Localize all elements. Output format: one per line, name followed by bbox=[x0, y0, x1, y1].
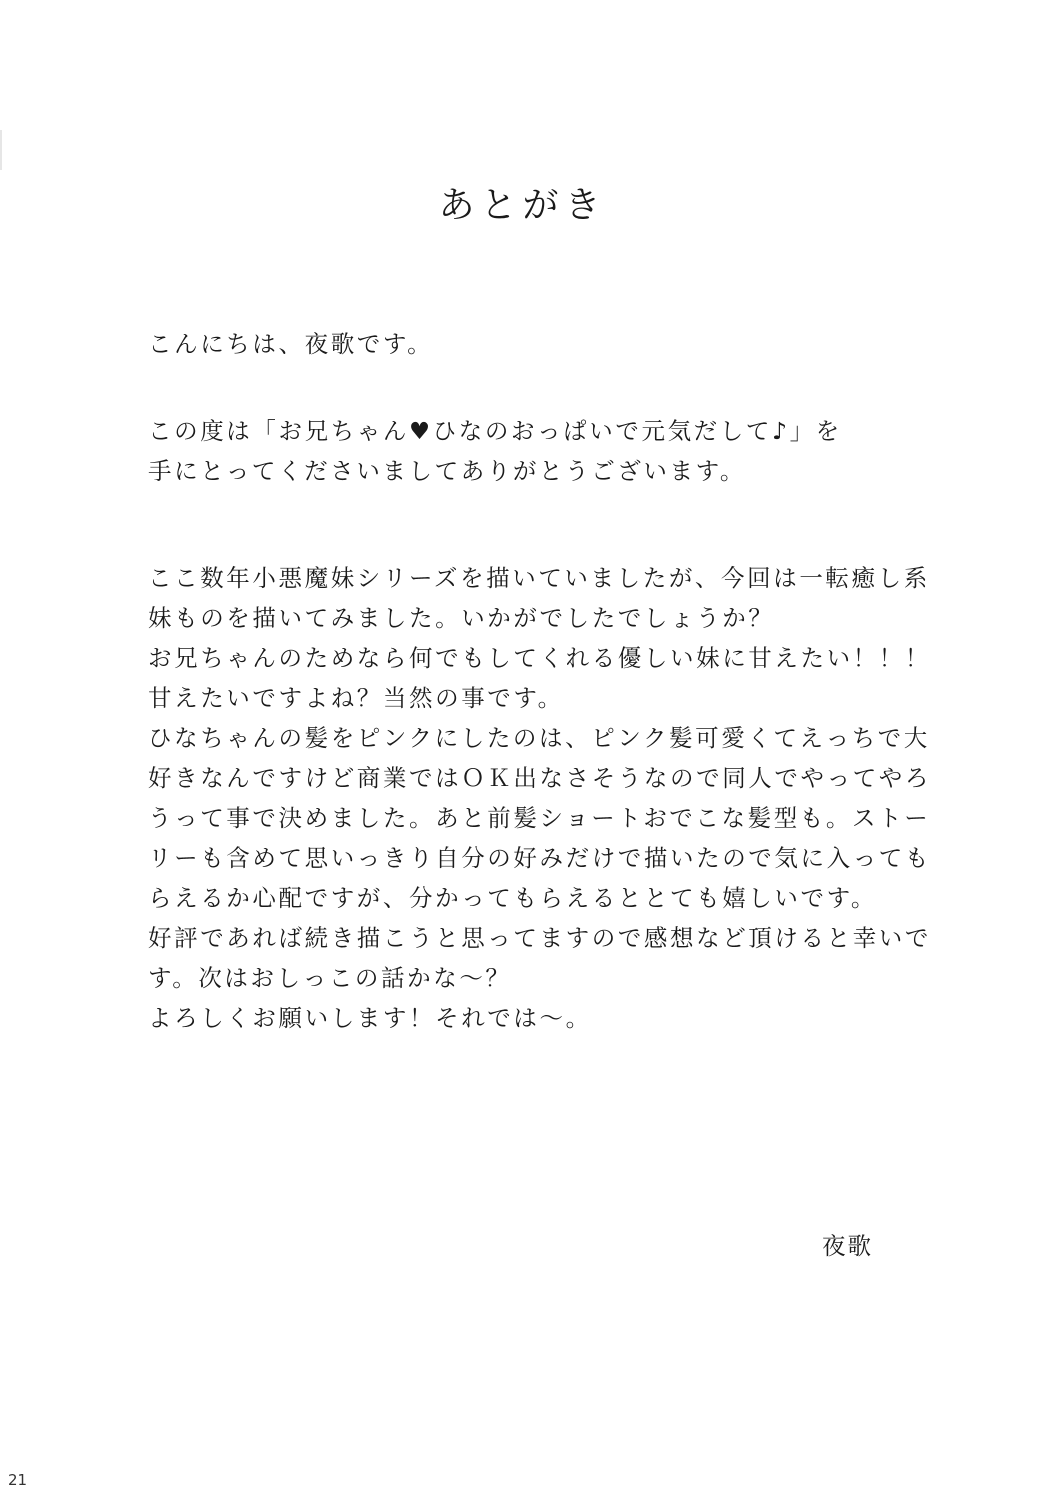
text-line: す。次はおしっこの話かな～？ bbox=[148, 964, 512, 992]
page-edge-mark bbox=[0, 130, 2, 170]
text-line: この度は「お兄ちゃん♥ひなのおっぱいで元気だして♪」を bbox=[148, 417, 842, 445]
text-line: よろしくお願いします！それでは～。 bbox=[148, 1004, 592, 1032]
text-line: 好きなんですけど商業ではＯＫ出なさそうなので同人でやってやろ bbox=[148, 764, 931, 792]
thanks-paragraph bbox=[148, 411, 918, 491]
text-line: らえるか心配ですが、分かってもらえるととても嬉しいです。 bbox=[148, 884, 877, 912]
greeting-paragraph bbox=[148, 324, 918, 364]
text-line: リーも含めて思いっきり自分の好みだけで描いたので気に入っても bbox=[148, 844, 931, 872]
main-paragraph bbox=[148, 558, 931, 1038]
text-line: 妹ものを描いてみました。いかがでしたでしょうか？ bbox=[148, 604, 775, 632]
text-line: 好評であれば続き描こうと思ってますので感想など頂けると幸いで bbox=[148, 924, 931, 952]
page-number: 21 bbox=[8, 1471, 28, 1489]
text-line: お兄ちゃんのためなら何でもしてくれる優しい妹に甘えたい！！！ bbox=[148, 644, 931, 672]
text-line: 手にとってくださいましてありがとうございます。 bbox=[148, 457, 746, 485]
text-line: こんにちは、夜歌です。 bbox=[148, 330, 434, 358]
text-line: 甘えたいですよね？当然の事です。 bbox=[148, 684, 564, 712]
page-title: あとがき bbox=[438, 185, 607, 226]
author-signature: 夜歌 bbox=[822, 1232, 873, 1260]
afterword-body bbox=[148, 324, 931, 1038]
text-line: うって事で決めました。あと前髪ショートおでこな髪型も。ストー bbox=[148, 804, 931, 832]
text-line: ひなちゃんの髪をピンクにしたのは、ピンク髪可愛くてえっちで大 bbox=[148, 724, 930, 752]
text-line: ここ数年小悪魔妹シリーズを描いていましたが、今回は一転癒し系 bbox=[148, 564, 930, 592]
